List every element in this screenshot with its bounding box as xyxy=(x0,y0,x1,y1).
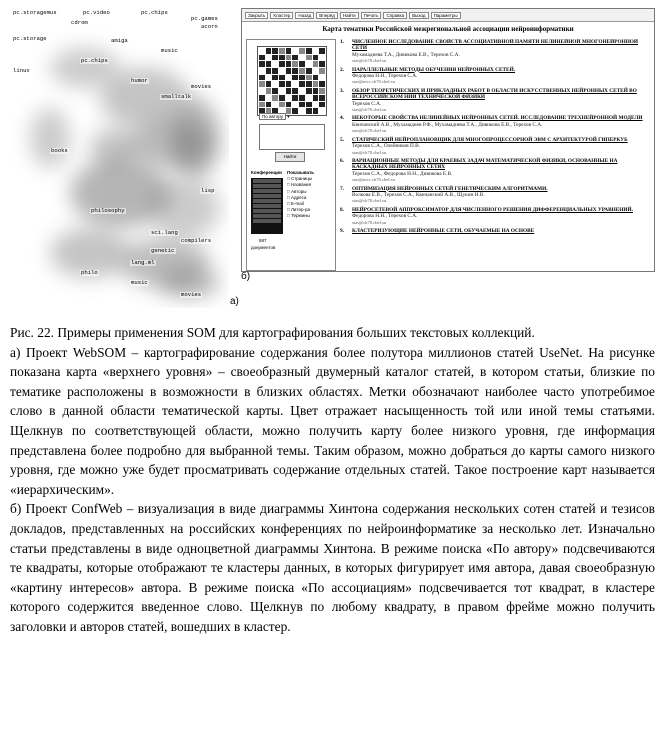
hinton-cell[interactable] xyxy=(306,55,312,61)
show-option[interactable]: □ Литер-ра xyxy=(287,207,310,213)
find-button[interactable]: Найти xyxy=(275,152,305,162)
map-label[interactable]: movies xyxy=(191,83,212,90)
entry-email[interactable]: stas@ch70.chel.su xyxy=(352,219,387,225)
hinton-diagram[interactable] xyxy=(257,46,327,116)
entry-number: 6. xyxy=(340,157,344,164)
show-option[interactable]: □ Страницы xyxy=(287,176,313,182)
caption-paragraph-b: б) Проект ConfWeb – визуализация в виде диаграммы Хинтона содержания нескольких сотен статей и тезисов докладов, представленных на российских конференциях по нейроинформатике за несколько лет. Изначально статьи представлены в виде одноцветной диаграммы Хинтона. В режиме поиска «По автору» подсвечиваются те квадраты, которые отображают те кластеры данных, в которых фигурирует имя автора, давая своеобразную «картину интересов» автора. В режиме поиска «По ассоциациям» подсвечивается тот квадрат, в кластере которого содержится введенное слово. Щелкнув по любому квадрату, в правом фрейме можно получить заголовки и авторов статей, вошедших в кластер. xyxy=(10,501,655,634)
show-option[interactable]: □ E-mail xyxy=(287,201,304,207)
density-blob xyxy=(90,128,140,168)
map-label[interactable]: pc.storagemus xyxy=(13,9,57,16)
map-label[interactable]: books xyxy=(51,147,68,154)
hinton-cell[interactable] xyxy=(306,95,312,101)
result-entry[interactable] xyxy=(340,67,650,86)
results-frame xyxy=(340,39,650,269)
show-options xyxy=(287,170,314,220)
map-label[interactable]: linux xyxy=(13,67,30,74)
map-label[interactable]: music xyxy=(131,279,148,286)
entry-email[interactable]: stas@ch70.chel.su xyxy=(352,128,387,134)
hinton-cell[interactable] xyxy=(306,102,312,108)
entry-title[interactable]: ОПТИМИЗАЦИЯ НЕЙРОННЫХ СЕТЕЙ ГЕНЕТИЧЕСКИМ АЛГОРИТМАМИ. xyxy=(352,185,548,192)
hinton-cell[interactable] xyxy=(306,108,312,114)
hinton-cell[interactable] xyxy=(286,55,292,61)
hinton-cell[interactable] xyxy=(319,102,325,108)
toolbar-button[interactable]: Назад xyxy=(295,12,314,19)
entry-authors: Терехов С.А., Олейников П.В. xyxy=(352,143,420,150)
hinton-cell[interactable] xyxy=(306,48,312,54)
hinton-cell[interactable] xyxy=(313,88,319,94)
hinton-cell[interactable] xyxy=(266,68,272,74)
entry-title[interactable]: ЧИСЛЕННОЕ ИССЛЕДОВАНИЕ СВОЙСТВ АССОЦИАТИВНОЙ ПАМЯТИ НЕЛИНЕЙНОЙ МНОГОНЕЙРОННОЙ СЕТИ xyxy=(352,39,639,52)
entry-authors: Мухамадиева Т.А., Дивикова Е.В., Терехов С.А. xyxy=(352,51,460,58)
entry-number: 2. xyxy=(340,66,344,73)
hinton-cell[interactable] xyxy=(279,102,285,108)
panel-a-letter: а) xyxy=(230,296,239,307)
hinton-cell[interactable] xyxy=(313,75,319,81)
hinton-cell[interactable] xyxy=(272,55,278,61)
hinton-cell[interactable] xyxy=(266,102,272,108)
density-blob xyxy=(170,98,220,178)
hinton-cell[interactable] xyxy=(292,88,298,94)
hinton-cell[interactable] xyxy=(306,81,312,87)
result-entry[interactable] xyxy=(340,88,650,114)
entry-title[interactable]: КЛАСТЕРИЗУЮЩИЕ НЕЙРОННЫЕ СЕТИ, ОБУЧАЕМЫЕ НА ОСНОВЕ xyxy=(352,227,535,234)
hinton-cell[interactable] xyxy=(286,88,292,94)
entry-number: 3. xyxy=(340,87,344,94)
hinton-cell[interactable] xyxy=(319,75,325,81)
entry-email[interactable]: stas@ch70.chel.su xyxy=(352,58,387,64)
hinton-cell[interactable] xyxy=(286,61,292,67)
hinton-cell[interactable] xyxy=(266,95,272,101)
entry-number: 4. xyxy=(340,115,344,122)
entry-title[interactable]: НЕЙРОСЕТЕВОЙ АППРОКСИМАТОР ДЛЯ ЧИСЛЕННОГО РЕШЕНИЯ ДИФФЕРЕНЦИАЛЬНЫХ УРАВНЕНИЙ. xyxy=(352,206,633,213)
toolbar-button[interactable]: Справка xyxy=(383,12,407,19)
hinton-cell[interactable] xyxy=(306,68,312,74)
map-label[interactable]: pc.chips xyxy=(81,57,108,64)
hinton-cell[interactable] xyxy=(299,61,305,67)
hinton-cell[interactable] xyxy=(299,95,305,101)
entry-email[interactable]: stas@ch70.chel.su xyxy=(352,198,387,204)
map-label[interactable]: genetic xyxy=(151,247,175,254)
doc-label: документов xyxy=(251,245,276,250)
conf-header: Конференции xyxy=(251,170,282,175)
hinton-cell[interactable] xyxy=(272,102,278,108)
map-label[interactable]: pc.storage xyxy=(13,35,47,42)
browser-toolbar xyxy=(242,9,655,22)
result-entry[interactable] xyxy=(340,158,650,184)
hinton-cell[interactable] xyxy=(306,61,312,67)
result-entry[interactable] xyxy=(340,137,650,156)
show-option[interactable]: □ Авторы xyxy=(287,188,307,194)
hinton-cell[interactable] xyxy=(259,68,265,74)
entry-email[interactable]: stas@nicc.ch70.chel.su xyxy=(352,177,395,183)
show-option[interactable]: □ Адреса xyxy=(287,194,307,200)
show-option[interactable]: □ Названия xyxy=(287,182,312,188)
hinton-cell[interactable] xyxy=(292,95,298,101)
search-mode-select[interactable] xyxy=(259,114,290,120)
hinton-cell[interactable] xyxy=(272,81,278,87)
hinton-cell[interactable] xyxy=(299,108,305,114)
hinton-cell[interactable] xyxy=(313,48,319,54)
figure-caption xyxy=(10,323,655,637)
entry-number: 9. xyxy=(340,227,344,234)
entry-number: 8. xyxy=(340,206,344,213)
hinton-cell[interactable] xyxy=(259,81,265,87)
hinton-cell[interactable] xyxy=(306,88,312,94)
hinton-cell[interactable] xyxy=(292,55,298,61)
map-label[interactable]: lisp xyxy=(201,187,215,194)
toolbar-button[interactable]: Кластер xyxy=(270,12,293,19)
hinton-cell[interactable] xyxy=(259,102,265,108)
hinton-cell[interactable] xyxy=(279,75,285,81)
hinton-cell[interactable] xyxy=(259,95,265,101)
hinton-cell[interactable] xyxy=(299,102,305,108)
result-entry[interactable] xyxy=(340,115,650,134)
show-option[interactable]: □ Термины xyxy=(287,213,310,219)
hinton-cell[interactable] xyxy=(292,61,298,67)
entry-authors: Волкова Е.В., Терехов С.А., Квичанский А.В., Щукин Н.В. xyxy=(352,191,485,198)
result-entry[interactable] xyxy=(340,39,650,65)
entry-title[interactable]: ВАРИАЦИОННЫЕ МЕТОДЫ ДЛЯ КРАЕВЫХ ЗАДАЧ МАТЕМАТИЧЕСКОЙ ФИЗИКИ, ОСНОВАННЫЕ НА КАСКАДНЫХ НЕЙРОННЫХ СЕТЯХ xyxy=(352,157,618,171)
hinton-cell[interactable] xyxy=(299,88,305,94)
hinton-cell[interactable] xyxy=(319,81,325,87)
hinton-cell[interactable] xyxy=(319,61,325,67)
map-label[interactable]: pc.games xyxy=(191,15,218,22)
entry-title[interactable]: ПАРАЛЛЕЛЬНЫЕ МЕТОДЫ ОБУЧЕНИЯ НЕЙРОННЫХ СЕТЕЙ. xyxy=(352,66,516,73)
hinton-cell[interactable] xyxy=(286,95,292,101)
show-header: Показывать xyxy=(287,170,315,175)
hinton-cell[interactable] xyxy=(299,48,305,54)
density-blob xyxy=(30,108,70,168)
hinton-cell[interactable] xyxy=(299,68,305,74)
hinton-cell[interactable] xyxy=(286,75,292,81)
hinton-cell[interactable] xyxy=(286,81,292,87)
hinton-cell[interactable] xyxy=(272,68,278,74)
hinton-cell[interactable] xyxy=(299,81,305,87)
entry-title[interactable]: НЕКОТОРЫЕ СВОЙСТВА НЕЛИНЕЙНЫХ НЕЙРОННЫХ СЕТЕЙ. ИССЛЕДОВАНИЕ ТРЕХНЕЙРОННОЙ МОДЕЛИ xyxy=(352,115,643,122)
entry-authors: Федорова Н.Н., Терехов С.А. xyxy=(352,73,418,80)
hinton-cell[interactable] xyxy=(313,55,319,61)
hinton-cell[interactable] xyxy=(272,61,278,67)
hinton-cell[interactable] xyxy=(313,102,319,108)
map-label[interactable]: compilers xyxy=(181,237,212,244)
entry-authors: Терехов С.А., Федорова Н.Н., Дивикова Е.В. xyxy=(352,170,453,177)
hinton-cell[interactable] xyxy=(259,48,265,54)
hinton-cell[interactable] xyxy=(313,95,319,101)
entry-email[interactable]: stas@nicc.ch70.chel.su xyxy=(352,79,395,85)
hinton-cell[interactable] xyxy=(319,68,325,74)
hinton-cell[interactable] xyxy=(279,68,285,74)
hinton-cell[interactable] xyxy=(319,108,325,114)
panel-b-letter: б) xyxy=(241,271,251,282)
hinton-cell[interactable] xyxy=(286,68,292,74)
hinton-cell[interactable] xyxy=(259,61,265,67)
hinton-cell[interactable] xyxy=(292,68,298,74)
hinton-cell[interactable] xyxy=(313,108,319,114)
hinton-cell[interactable] xyxy=(292,81,298,87)
entry-authors: Квичанский А.В., Мухамадиев Р.Ф., Мухамадиева Т.А., Дивикова Е.В., Терехов С.А. xyxy=(352,121,543,128)
hinton-cell[interactable] xyxy=(299,55,305,61)
map-label[interactable]: acorn xyxy=(201,23,218,30)
hinton-cell[interactable] xyxy=(272,88,278,94)
hinton-cell[interactable] xyxy=(306,75,312,81)
hinton-cell[interactable] xyxy=(266,55,272,61)
confweb-window xyxy=(241,8,655,272)
toolbar-button[interactable]: Печать xyxy=(361,12,382,19)
toolbar-button[interactable]: Найти xyxy=(340,12,359,19)
map-label[interactable]: cdrom xyxy=(71,19,88,26)
map-label[interactable]: philosophy xyxy=(91,207,125,214)
hinton-cell[interactable] xyxy=(279,61,285,67)
hinton-cell[interactable] xyxy=(299,75,305,81)
hinton-cell[interactable] xyxy=(313,68,319,74)
toolbar-button[interactable]: Параметры xyxy=(431,12,461,19)
search-input[interactable] xyxy=(259,124,325,150)
left-frame xyxy=(246,39,336,271)
map-label[interactable]: sci.lang xyxy=(151,229,178,236)
hinton-cell[interactable] xyxy=(279,55,285,61)
result-entry[interactable] xyxy=(340,207,650,226)
caption-title: Рис. 22. Примеры применения SOM для картографирования больших текстовых коллекций. xyxy=(10,325,535,340)
hinton-cell[interactable] xyxy=(292,102,298,108)
entry-email[interactable]: stas@ch70.chel.su xyxy=(352,149,387,155)
hinton-cell[interactable] xyxy=(279,95,285,101)
websom-map xyxy=(10,8,229,308)
entry-authors: Терехов С.А. xyxy=(352,100,382,107)
hinton-cell[interactable] xyxy=(259,75,265,81)
map-label[interactable]: amiga xyxy=(111,37,128,44)
chevron-down-icon: ▾ xyxy=(287,114,290,119)
hinton-cell[interactable] xyxy=(272,75,278,81)
toolbar-button[interactable]: Вперёд xyxy=(316,12,338,19)
hinton-cell[interactable] xyxy=(279,88,285,94)
hinton-cell[interactable] xyxy=(319,95,325,101)
entry-number: 1. xyxy=(340,39,344,45)
hinton-cell[interactable] xyxy=(313,61,319,67)
map-label[interactable]: pc.chips xyxy=(141,9,168,16)
hinton-cell[interactable] xyxy=(266,88,272,94)
entry-title[interactable]: ОБЗОР ТЕОРЕТИЧЕСКИХ И ПРИКЛАДНЫХ РАБОТ В ОБЛАСТИ ИСКУССТВЕННЫХ НЕЙРОННЫХ СЕТЕЙ ВО ВСЕРОССИЙСКОМ НИИ ТЕХНИЧЕСКОЙ ФИЗИКИ xyxy=(352,87,637,101)
entry-email[interactable]: stas@ch70.chel.su xyxy=(352,107,387,113)
hinton-cell[interactable] xyxy=(279,81,285,87)
conference-list[interactable] xyxy=(251,178,283,234)
map-label[interactable]: lang.ml xyxy=(131,259,155,266)
map-label[interactable]: smalltalk xyxy=(161,93,192,100)
map-label[interactable]: philo xyxy=(81,269,98,276)
hinton-cell[interactable] xyxy=(266,81,272,87)
map-label[interactable]: movies xyxy=(181,291,202,298)
entry-number: 5. xyxy=(340,136,344,143)
caption-paragraph-a: а) Проект WebSOM – картографирование содержания более полутора миллионов статей UseNet. На рисунке показана карта «верхнего уровня» – своеобразный двумерный каталог статей, в котором статьи, близкие по тематике расположены в возможности в близких областях. Метки обозначают наиболее часто употребимое слово в данной области тематической карты. Цвет отражает насыщенность той или иной темы статьями. Щелкнув по соответствующей области, можно получить карту более низкого уровня, где информация представлена более подробно для выбранной темы. Таким образом, можно добраться до карты самого низкого уровня, где можно уже будет просматривать содержание отдельных статей. Такое построение карт называется «иерархическим». xyxy=(10,344,655,497)
map-label[interactable]: pc.video xyxy=(83,9,110,16)
hinton-cell[interactable] xyxy=(279,48,285,54)
hinton-cell[interactable] xyxy=(286,102,292,108)
doc-count: 587 xyxy=(259,238,267,243)
hinton-cell[interactable] xyxy=(292,48,298,54)
hinton-cell[interactable] xyxy=(259,88,265,94)
map-label[interactable]: humor xyxy=(131,77,148,84)
entry-number: 7. xyxy=(340,185,344,192)
hinton-cell[interactable] xyxy=(266,75,272,81)
map-title: Карта тематики Российской межрегиональной ассоциации нейроинформатики xyxy=(322,25,574,33)
hinton-cell[interactable] xyxy=(319,48,325,54)
hinton-cell[interactable] xyxy=(259,55,265,61)
toolbar-button[interactable]: Выход xyxy=(409,12,428,19)
hinton-cell[interactable] xyxy=(266,61,272,67)
hinton-cell[interactable] xyxy=(272,48,278,54)
hinton-cell[interactable] xyxy=(292,75,298,81)
hinton-cell[interactable] xyxy=(313,81,319,87)
map-label[interactable]: music xyxy=(161,47,178,54)
result-entry[interactable] xyxy=(340,228,650,234)
toolbar-button[interactable]: Закрыть xyxy=(245,12,268,19)
hinton-cell[interactable] xyxy=(319,88,325,94)
hinton-cell[interactable] xyxy=(319,55,325,61)
entry-title[interactable]: СТАТИЧЕСКИЙ НЕЙРОПЛАНОВЩИК ДЛЯ МНОГОПРОЦЕССОРНОЙ ЭВМ С АРХИТЕКТУРОЙ ГИПЕРКУБ xyxy=(352,136,628,143)
hinton-cell[interactable] xyxy=(272,95,278,101)
hinton-cell[interactable] xyxy=(292,108,298,114)
hinton-cell[interactable] xyxy=(266,48,272,54)
result-entry[interactable] xyxy=(340,186,650,205)
entry-authors: Федорова Н.Н., Терехов С.А. xyxy=(352,213,418,220)
search-mode-value: По автору xyxy=(259,113,286,120)
hinton-cell[interactable] xyxy=(286,48,292,54)
